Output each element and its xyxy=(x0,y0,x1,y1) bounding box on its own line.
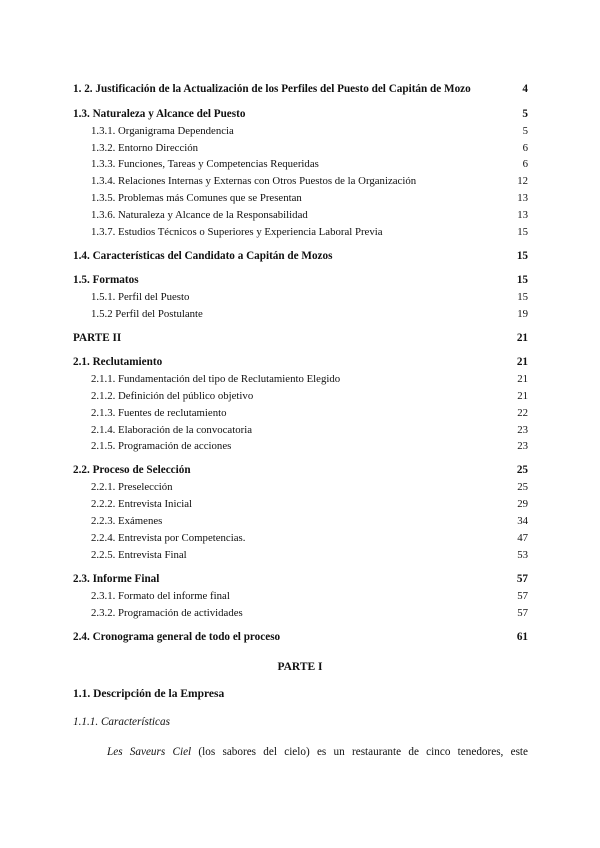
toc-entry-label: 2.1. Reclutamiento xyxy=(73,356,163,368)
section-heading: 1.1. Descripción de la Empresa xyxy=(73,688,225,700)
toc-entry-label: 1.5. Formatos xyxy=(73,274,139,286)
toc-entry-page: 15 xyxy=(516,250,528,262)
toc-entry[interactable] xyxy=(91,307,528,322)
toc-entry-page: 4 xyxy=(522,83,528,95)
toc-entry-page: 23 xyxy=(517,440,528,452)
toc-entry-page: 47 xyxy=(517,532,528,544)
toc-entry[interactable] xyxy=(91,439,528,454)
toc-entry-label: 2.3.2. Programación de actividades xyxy=(91,607,243,619)
toc-entry-label: 2.2. Proceso de Selección xyxy=(73,464,191,476)
toc-entry-page: 5 xyxy=(522,125,528,137)
toc-entry-label: 2.2.3. Exámenes xyxy=(91,515,163,527)
toc-entry-page: 57 xyxy=(517,607,528,619)
toc-entry-page: 15 xyxy=(517,226,528,238)
toc-entry-page: 57 xyxy=(517,590,528,602)
toc-entry-page: 25 xyxy=(517,481,528,493)
toc-entry-page: 6 xyxy=(522,142,528,154)
toc-entry-page: 19 xyxy=(517,308,528,320)
toc-entry[interactable] xyxy=(91,225,528,240)
part-heading: PARTE I xyxy=(277,661,323,673)
toc-entry-page: 5 xyxy=(522,108,528,120)
toc-entry-label: 1.5.1. Perfil del Puesto xyxy=(91,291,190,303)
toc-entry[interactable] xyxy=(91,548,528,563)
toc-entry-page: 21 xyxy=(517,390,528,402)
toc-entry[interactable] xyxy=(91,497,528,512)
toc-entry[interactable] xyxy=(91,514,528,529)
toc-entry[interactable] xyxy=(91,124,528,139)
toc-entry[interactable] xyxy=(73,630,528,645)
toc-entry-page: 12 xyxy=(517,175,528,187)
toc-entry[interactable] xyxy=(91,290,528,305)
toc-entry-label: 2.1.1. Fundamentación del tipo de Reclutamiento Elegido xyxy=(91,373,341,385)
toc-entry[interactable] xyxy=(91,208,528,223)
toc-entry-page: 34 xyxy=(517,515,528,527)
toc-entry-label: 1.4. Características del Candidato a Capitán de Mozos xyxy=(73,250,333,262)
paragraph-text: (los sabores del cielo) es un restaurante de cinco tenedores, este xyxy=(191,746,529,758)
toc-entry-page: 15 xyxy=(517,291,528,303)
toc-entry[interactable] xyxy=(91,174,528,189)
toc-entry[interactable] xyxy=(91,141,528,156)
toc-entry-label: 1.3.4. Relaciones Internas y Externas con Otros Puestos de la Organización xyxy=(91,175,417,187)
toc-entry[interactable] xyxy=(91,406,528,421)
toc-entry-label: 1.3.1. Organigrama Dependencia xyxy=(91,125,234,137)
toc-entry-page: 57 xyxy=(516,573,528,585)
toc-entry[interactable] xyxy=(73,331,528,346)
toc-entry-page: 13 xyxy=(517,192,528,204)
toc-entry[interactable] xyxy=(73,273,528,288)
toc-entry-label: 2.3.1. Formato del informe final xyxy=(91,590,230,602)
toc-entry[interactable] xyxy=(91,480,528,495)
toc-entry-page: 13 xyxy=(517,209,528,221)
body-paragraph xyxy=(107,746,528,758)
toc-entry-label: 2.4. Cronograma general de todo el proceso xyxy=(73,631,281,643)
toc-entry-page: 29 xyxy=(517,498,528,510)
toc-entry-label: 1. 2. Justificación de la Actualización de los Perfiles del Puesto del Capitán de Mozo xyxy=(73,83,471,95)
toc-entry[interactable] xyxy=(73,82,528,97)
toc-entry-label: 2.2.4. Entrevista por Competencias. xyxy=(91,532,246,544)
toc-entry[interactable] xyxy=(91,372,528,387)
toc-entry-label: PARTE II xyxy=(73,332,122,344)
toc-entry[interactable] xyxy=(73,107,528,122)
toc-entry[interactable] xyxy=(73,355,528,370)
toc-entry-label: 2.2.1. Preselección xyxy=(91,481,173,493)
toc-entry[interactable] xyxy=(91,389,528,404)
toc-entry-page: 15 xyxy=(516,274,528,286)
toc-entry-page: 6 xyxy=(522,158,528,170)
toc-entry[interactable] xyxy=(73,463,528,478)
toc-entry-label: 1.5.2 Perfil del Postulante xyxy=(91,308,203,320)
toc-entry-label: 2.1.5. Programación de acciones xyxy=(91,440,232,452)
toc-entry[interactable] xyxy=(91,589,528,604)
toc-entry-label: 2.1.3. Fuentes de reclutamiento xyxy=(91,407,227,419)
toc-entry-label: 2.2.5. Entrevista Final xyxy=(91,549,187,561)
toc-entry-label: 1.3.6. Naturaleza y Alcance de la Responsabilidad xyxy=(91,209,308,221)
company-name: Les Saveurs Ciel xyxy=(107,746,192,758)
toc-entry-label: 2.3. Informe Final xyxy=(73,573,160,585)
toc-entry-page: 23 xyxy=(517,424,528,436)
toc-entry[interactable] xyxy=(91,191,528,206)
toc-entry-label: 1.3.3. Funciones, Tareas y Competencias Requeridas xyxy=(91,158,319,170)
toc-entry-label: 1.3.7. Estudios Técnicos o Superiores y Experiencia Laboral Previa xyxy=(91,226,383,238)
subsection-heading: 1.1.1. Características xyxy=(73,716,170,728)
toc-entry-page: 22 xyxy=(517,407,528,419)
toc-entry[interactable] xyxy=(91,157,528,172)
toc-entry-page: 61 xyxy=(516,631,528,643)
toc-entry[interactable] xyxy=(73,572,528,587)
toc-entry-page: 21 xyxy=(516,332,528,344)
toc-entry[interactable] xyxy=(73,249,528,264)
toc-entry-label: 2.1.2. Definición del público objetivo xyxy=(91,390,254,402)
toc-entry[interactable] xyxy=(91,606,528,621)
toc-entry[interactable] xyxy=(91,531,528,546)
toc-entry-label: 1.3.2. Entorno Dirección xyxy=(91,142,199,154)
toc-entry-label: 1.3.5. Problemas más Comunes que se Presentan xyxy=(91,192,302,204)
toc-entry-page: 21 xyxy=(516,356,528,368)
toc-entry-page: 25 xyxy=(516,464,528,476)
toc-entry-label: 2.2.2. Entrevista Inicial xyxy=(91,498,193,510)
toc-entry[interactable] xyxy=(91,423,528,438)
toc-entry-page: 21 xyxy=(517,373,528,385)
toc-entry-label: 1.3. Naturaleza y Alcance del Puesto xyxy=(73,108,246,120)
toc-entry-label: 2.1.4. Elaboración de la convocatoria xyxy=(91,424,252,436)
toc-entry-page: 53 xyxy=(517,549,528,561)
